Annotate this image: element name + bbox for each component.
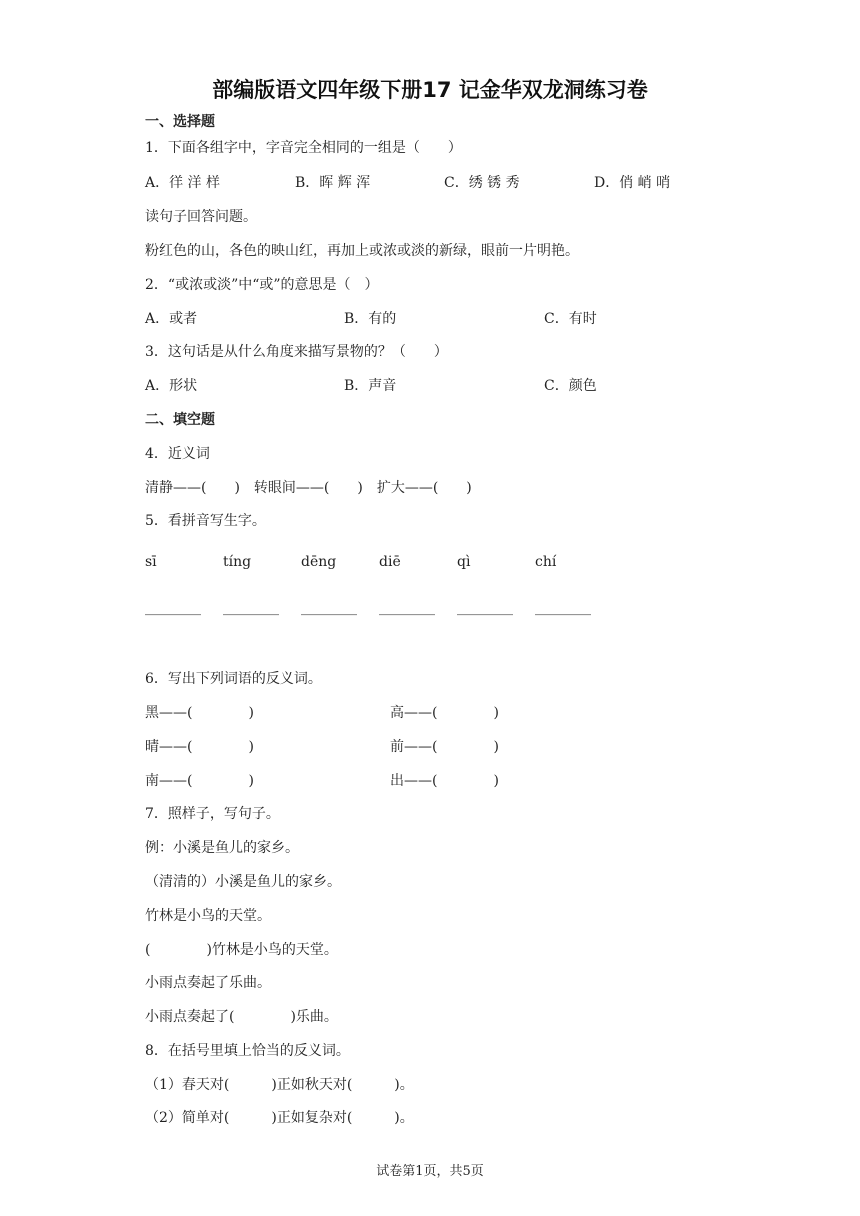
question-8-stem: 8．在括号里填上恰当的反义词。 xyxy=(145,1043,350,1059)
section-heading-fill: 二、填空题 xyxy=(145,412,215,428)
question-4-synonyms: 清静——( ) 转眼间——( ) 扩大——( ) xyxy=(145,480,472,496)
question-1-stem: 1．下面各组字中，字音完全相同的一组是（ ） xyxy=(145,140,462,156)
reading-prompt: 读句子回答问题。 xyxy=(145,209,257,225)
question-1-option-d: D．俏 峭 哨 xyxy=(594,175,671,191)
answer-blank[interactable]: ________ xyxy=(223,600,279,616)
question-1-option-a: A．徉 洋 样 xyxy=(145,175,221,191)
question-5-stem: 5．看拼音写生字。 xyxy=(145,513,266,529)
question-1-option-b: B．晖 辉 浑 xyxy=(295,175,371,191)
question-2-option-b: B．有的 xyxy=(344,311,397,327)
antonym-item: 前——( ) xyxy=(390,739,499,755)
pinyin-label: sī xyxy=(145,554,157,570)
answer-blank[interactable]: ________ xyxy=(145,600,201,616)
question-7-line: 小雨点奏起了( )乐曲。 xyxy=(145,1009,338,1025)
pinyin-label: diē xyxy=(379,554,401,570)
answer-blank[interactable]: ________ xyxy=(379,600,435,616)
reading-passage: 粉红色的山，各色的映山红，再加上或浓或淡的新绿，眼前一片明艳。 xyxy=(145,243,579,259)
antonym-item: 南——( ) xyxy=(145,773,254,789)
answer-blank[interactable]: ________ xyxy=(535,600,591,616)
page-title: 部编版语文四年级下册17 记金华双龙洞练习卷 xyxy=(212,78,648,102)
question-1-option-c: C．绣 锈 秀 xyxy=(444,175,520,191)
answer-blank[interactable]: ________ xyxy=(457,600,513,616)
question-8-line: （2）简单对( )正如复杂对( )。 xyxy=(145,1110,414,1126)
question-7-line: （清清的）小溪是鱼儿的家乡。 xyxy=(145,874,341,890)
antonym-item: 高——( ) xyxy=(390,705,499,721)
question-2-stem: 2．“或浓或淡”中“或”的意思是（ ） xyxy=(145,277,379,293)
question-3-option-b: B．声音 xyxy=(344,378,397,394)
question-4-stem: 4．近义词 xyxy=(145,446,210,462)
pinyin-label: tíng xyxy=(223,554,252,570)
question-7-line: 例：小溪是鱼儿的家乡。 xyxy=(145,840,299,856)
pinyin-label: dēng xyxy=(301,554,337,570)
question-6-stem: 6．写出下列词语的反义词。 xyxy=(145,671,322,687)
antonym-item: 晴——( ) xyxy=(145,739,254,755)
pinyin-label: qì xyxy=(457,554,471,570)
question-7-line: 小雨点奏起了乐曲。 xyxy=(145,975,271,991)
question-3-option-c: C．颜色 xyxy=(544,378,597,394)
section-heading-choice: 一、选择题 xyxy=(145,114,215,130)
question-7-stem: 7．照样子，写句子。 xyxy=(145,806,280,822)
page-footer: 试卷第1页，共5页 xyxy=(376,1164,484,1179)
question-8-line: （1）春天对( )正如秋天对( )。 xyxy=(145,1077,414,1093)
question-7-line: 竹林是小鸟的天堂。 xyxy=(145,908,271,924)
question-2-option-c: C．有时 xyxy=(544,311,597,327)
answer-blank[interactable]: ________ xyxy=(301,600,357,616)
pinyin-label: chí xyxy=(535,554,557,570)
question-7-line: ( )竹林是小鸟的天堂。 xyxy=(145,942,338,958)
antonym-item: 黑——( ) xyxy=(145,705,254,721)
question-3-option-a: A．形状 xyxy=(145,378,198,394)
antonym-item: 出——( ) xyxy=(390,773,499,789)
question-3-stem: 3．这句话是从什么角度来描写景物的？（ ） xyxy=(145,344,448,360)
question-2-option-a: A．或者 xyxy=(145,311,198,327)
